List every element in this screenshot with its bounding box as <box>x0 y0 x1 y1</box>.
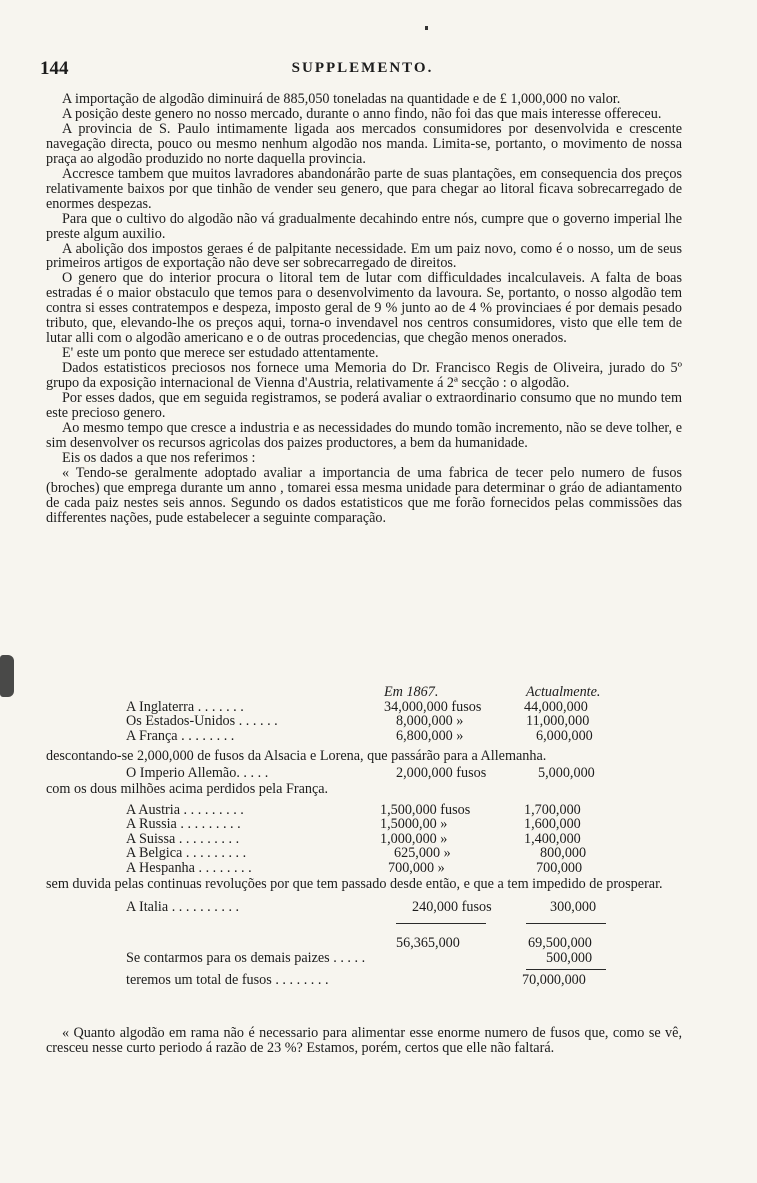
row-1867: 625,000 » <box>394 845 451 861</box>
total-label: teremos um total de fusos . . . . . . . . <box>126 972 329 988</box>
paragraph: A provincia de S. Paulo intimamente ligada aos mercados consumidores por desenvolvida e crescente navegação directa, pouco ou mesmo nenhum algodão nos manda. Limita-se, portanto, o movimento de nossa praça ao algodão produzido no norte daquella provincia. <box>46 120 682 167</box>
row-country: A Hespanha . . . . . . . . <box>126 859 252 876</box>
row-country: A Suissa . . . . . . . . . <box>126 830 240 847</box>
row-now: 1,600,000 <box>524 816 581 832</box>
table-row <box>46 861 682 876</box>
table-row <box>46 973 682 988</box>
table-row <box>46 714 682 729</box>
column-head-1867: Em 1867. <box>384 684 439 700</box>
table-row <box>46 832 682 847</box>
table-row <box>46 766 682 781</box>
sum-rule-row <box>46 914 682 936</box>
table-row <box>46 700 682 715</box>
row-1867: 34,000,000 fusos <box>384 698 482 715</box>
paragraph: Para que o cultivo do algodão não vá gradualmente decahindo entre nós, cumpre que o governo imperial lhe preste algum auxilio. <box>46 210 682 242</box>
total-rule <box>526 969 606 970</box>
others-label: Se contarmos para os demais paizes . . . . . <box>126 949 366 966</box>
row-now: 1,700,000 <box>524 801 581 818</box>
running-title: SUPPLEMENTO. <box>291 60 434 76</box>
row-1867: 1,000,000 » <box>380 830 448 847</box>
paragraph: Accresce tambem que muitos lavradores abandonárão parte de suas plantações, em consequencia dos preços relativamente baixos por que tinhão de vender seu genero, que para chegar ao litoral ficava sobrecarregado de enormes despezas. <box>46 165 682 212</box>
table-row <box>46 817 682 832</box>
paragraph: « Tendo-se geralmente adoptado avaliar a importancia de uma fabrica de tecer pelo numero de fusos (broches) que emprega durante um anno , tomarei essa mesma unidade para determinar o gráo de adiantamento de cada paiz nestes seis annos. Segundo os dados estatisticos que me forão fornecidos pelas commissões das differentes nações, pude estabelecer a seguinte comparação. <box>46 464 682 526</box>
sum-rule <box>396 923 486 924</box>
paragraph: O genero que do interior procura o litoral tem de lutar com difficuldades incalculaveis. A falta de boas estradas é o maior obstaculo que temos para o desenvolvimento da lavoura. Se, portanto, o nosso algodão tem contra si esses contratempos e despeza, imposto geral de 9 % junto ao de 4 % provinciaes é por demais pesado tributo, que, elevando-lhe os preços aqui, torna-o invendavel nos centros consumidores, visto que elle tem de lutar alli com o algodão americano e o de outras procedencias, que chegão menos onerados. <box>46 270 682 347</box>
paragraph: A abolição dos impostos geraes é de palpitante necessidade. Em um paiz novo, como é o nosso, um de seus primeiros artigos de exportação não deve ser sobrecarregado de direitos. <box>46 240 682 272</box>
row-country: Os Estados-Unidos . . . . . . <box>126 713 278 729</box>
table-row <box>46 900 682 915</box>
row-now: 5,000,000 <box>538 764 595 781</box>
row-country: A Russia . . . . . . . . . <box>126 816 241 832</box>
note-spain: sem duvida pelas continuas revoluções por que tem passado desde então, e que a tem impedido de prosperar. <box>46 876 663 892</box>
spindle-table <box>46 685 682 988</box>
row-1867: 8,000,000 » <box>396 713 464 729</box>
page-number: 144 <box>40 58 69 79</box>
row-1867: 240,000 fusos <box>412 898 492 915</box>
row-1867: 2,000,000 fusos <box>396 764 487 781</box>
table-row <box>46 951 682 966</box>
row-country: A França . . . . . . . . <box>126 727 235 744</box>
row-1867: 1,5000,00 » <box>380 816 448 832</box>
paragraph: Por esses dados, que em seguida registramos, se poderá avaliar o extraordinario consumo que no mundo tem este precioso genero. <box>46 390 682 422</box>
paragraph: Ao mesmo tempo que cresce a industria e as necessidades do mundo tomão incremento, não se deve tolher, e sim desenvolver os recursos agricolas dos paizes productores, a bem da humanidade. <box>46 419 682 451</box>
page-edge-blot <box>0 655 14 697</box>
row-country: A Austria . . . . . . . . . <box>126 801 244 818</box>
table-row <box>46 729 682 744</box>
row-1867: 1,500,000 fusos <box>380 801 471 818</box>
row-now: 6,000,000 <box>536 727 593 744</box>
table-row <box>46 936 682 951</box>
table-row <box>46 846 682 861</box>
total-value: 70,000,000 <box>522 972 586 988</box>
row-now: 1,400,000 <box>524 830 581 847</box>
closing-text <box>46 1026 682 1056</box>
row-now: 44,000,000 <box>524 698 588 715</box>
row-country: O Imperio Allemão. . . . . <box>126 764 269 781</box>
row-country: A Italia . . . . . . . . . . <box>126 898 240 915</box>
row-1867: 6,800,000 » <box>396 727 464 744</box>
table-head <box>46 685 682 700</box>
row-now: 700,000 <box>536 859 583 876</box>
sum-now: 69,500,000 <box>528 935 592 951</box>
row-country: A Belgica . . . . . . . . . <box>126 845 247 861</box>
paragraph: Dados estatisticos preciosos nos fornece uma Memoria do Dr. Francisco Regis de Oliveira, jurado do 5º grupo da exposição internacional de Vienna d'Austria, relativamente á 2ª secção : o algodão. <box>46 360 682 392</box>
column-head-now: Actualmente. <box>526 684 601 700</box>
sum-rule <box>526 923 606 924</box>
note-alsace: descontando-se 2,000,000 de fusos da Alsacia e Lorena, que passárão para a Allemanha. <box>46 748 547 764</box>
note-germany: com os dous milhões acima perdidos pela França. <box>46 781 329 797</box>
paragraph: A importação de algodão diminuirá de 885,050 toneladas na quantidade e de £ 1,000,000 no valor. <box>62 91 621 107</box>
row-1867: 700,000 » <box>388 859 445 876</box>
sum-1867: 56,365,000 <box>396 935 460 951</box>
paragraph: Eis os dados a que nos referimos : <box>62 449 256 466</box>
table-row <box>46 803 682 818</box>
row-now: 11,000,000 <box>526 713 590 729</box>
paragraph: E' este um ponto que merece ser estudado attentamente. <box>62 345 379 362</box>
body-text <box>46 92 682 526</box>
row-now: 300,000 <box>550 898 597 915</box>
row-now: 800,000 <box>540 845 587 861</box>
ink-speck <box>425 26 428 30</box>
paragraph: A posição deste genero no nosso mercado, durante o anno findo, não foi das que mais interesse offereceu. <box>62 105 662 122</box>
others-value: 500,000 <box>546 949 593 966</box>
row-country: A Inglaterra . . . . . . . <box>126 698 244 715</box>
paragraph: « Quanto algodão em rama não é necessario para alimentar esse enorme numero de fusos que, como se vê, cresceu nesse curto periodo á razão de 23 %? Estamos, porém, certos que elle não faltará. <box>46 1025 682 1056</box>
page-header <box>40 58 685 80</box>
